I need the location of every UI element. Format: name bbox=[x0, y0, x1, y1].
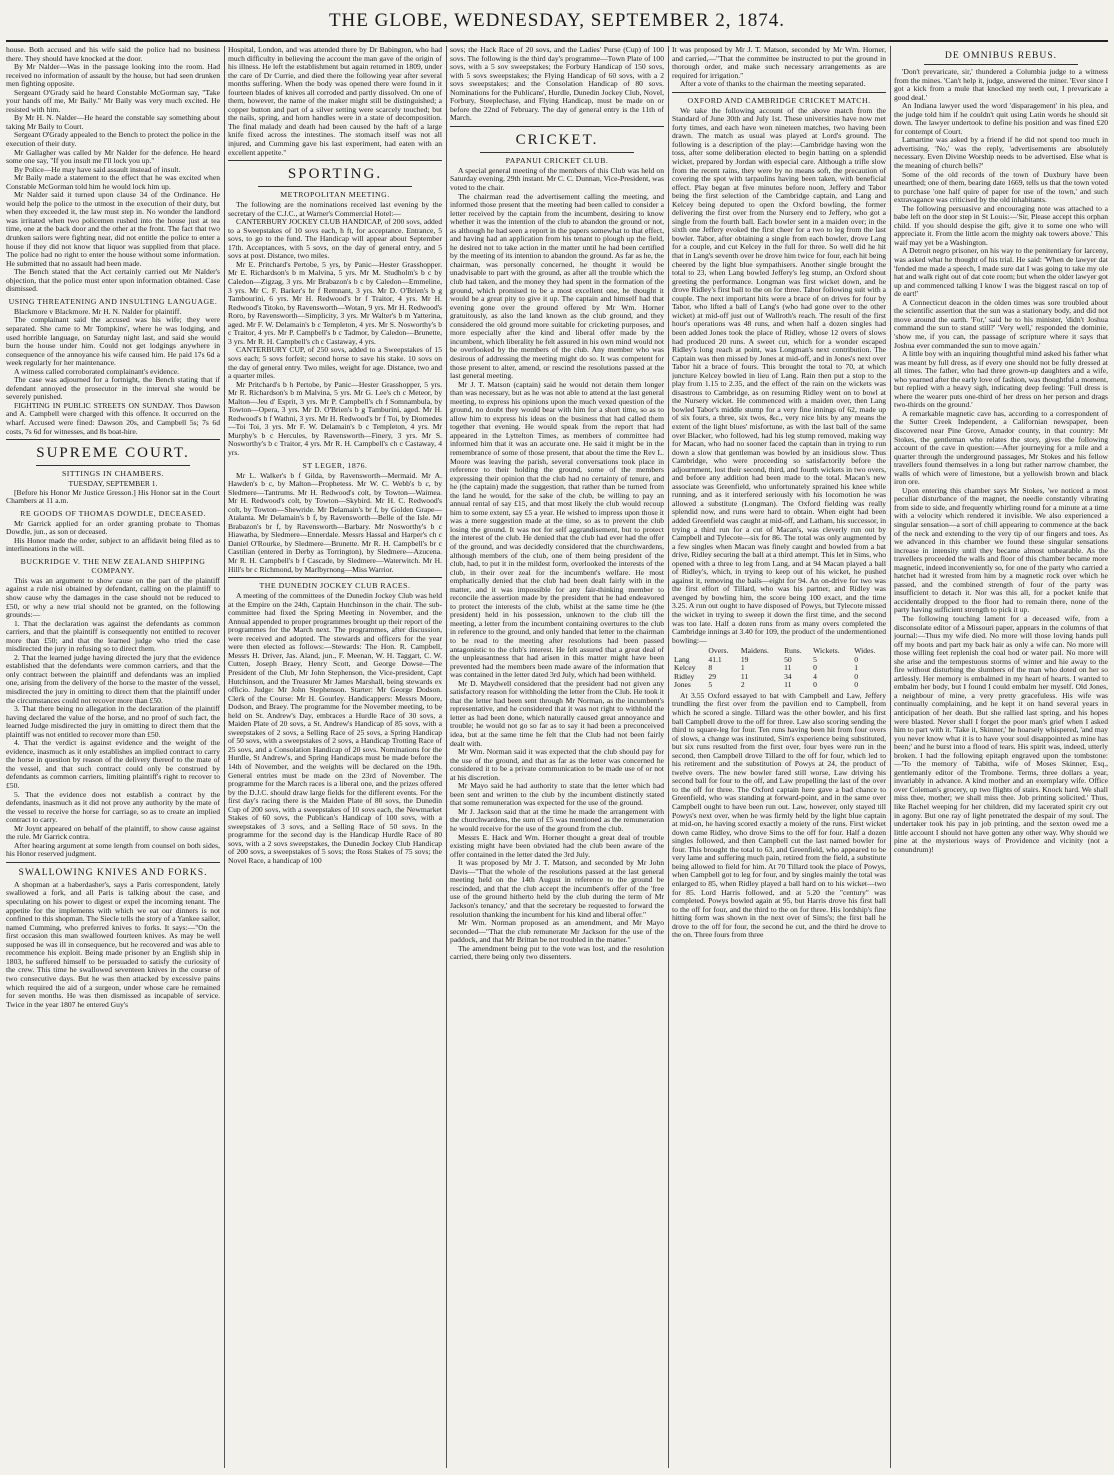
section-heading: USING THREATENING AND INSULTING LANGUAGE. bbox=[8, 296, 218, 306]
article-paragraph: CANTERBURY CUP, of 250 sovs, added to a Sweepstakes of 15 sovs each; 5 sovs forfeit; second horse to save his stake. 10 sovs on the day of general entry. Two miles, weight for age. Distance, two and a quarter miles. bbox=[228, 345, 442, 381]
article-paragraph: Lamartine was asked by a friend if he did not spend too much in advertising. 'No,' was the reply, 'advertisements are absolutely necessary. Even Divine Worship needs to be advertised. Else what is the meaning of church bells?' bbox=[894, 135, 1108, 171]
table-cell: 0 bbox=[813, 680, 817, 690]
divider bbox=[672, 92, 886, 93]
divider bbox=[228, 160, 442, 161]
masthead: THE GLOBE, WEDNESDAY, SEPTEMBER 2, 1874. bbox=[328, 10, 786, 31]
article-paragraph: 'Don't prevaricate, sir,' thundered a Columbia judge to a witness from the mines. 'Can't help it, judge, answered the miner. 'Ever since I got a kick from a mule that knocked my teeth out, I prevaricate a good deal.' bbox=[894, 67, 1108, 102]
table-cell: 8 bbox=[708, 663, 713, 673]
table-cell: Kelcey bbox=[674, 663, 696, 673]
column-2 bbox=[228, 46, 442, 1468]
column-divider bbox=[224, 46, 225, 1468]
article-paragraph: The chairman read the advertisement calling the meeting, and informed those present that the meeting had been called to consider a letter received by the captain from the incumbent, desiring to know whether it was the intention of the club to abandon the ground or not, as although he had seen a report in the papers somewhat to that effect, and having had an application from his tenant to plough up the field, he desired not to take action in the matter until he had been certified by the meeting of its intention to abandon the ground. As far as he, the chairman, was personally concerned, he thought it would be unadvisable to part with the ground, as after all the trouble which the club had taken, and the money they had spent in the formation of the ground, which promised to be a most excellent one, he thought it would be a great pity to give it up. The captain and himself had that evening gone over the ground offered by Mr Wm. Horner gratuitously, as also the land known as the club ground, and they considered the old ground more suitable for cricketing purposes, and more especially after the kind and liberal offer made by the incumbent, which liberality he felt assured in his own mind would not be overlooked by the members of the club. Any member who was desirous of addressing the meeting might do so. It was competent for those present to alter, amend, or rescind the resolutions passed at the last general meeting. bbox=[450, 191, 664, 381]
table-header: Wides. bbox=[854, 646, 876, 656]
article-paragraph: It was proposed by Mr J. T. Matson, and seconded by Mr John Davis—"That the whole of the resolutions passed at the last general meeting held on the 14th August in reference to the ground be rescinded, and that the club accept the incumbent's offer of the 'free use of the ground hitherto held by the club during the term of Mr Jackson's tenancy,' and that the secretary be requested to forward the resolution thanking the incumbent for his kind and liberal offer." bbox=[450, 858, 664, 919]
article-paragraph: Mr Gallagher was called by Mr Nalder for the defence. He heard some one say, "If you insult me I'll lock you up." bbox=[6, 147, 220, 166]
article-paragraph: 5. That the evidence does not establish a contract by the defendants, inasmuch as it did not prove any authority by the mate of the vessel to receive the horse for carriage, so as to create an implied contract to carry. bbox=[6, 789, 220, 825]
table-cell: 5 bbox=[813, 654, 817, 664]
article-paragraph: A witness called corroborated complainant's evidence. bbox=[14, 366, 179, 376]
table-cell: 0 bbox=[854, 654, 859, 664]
article-paragraph: FIGHTING IN PUBLIC STREETS ON SUNDAY. Thos Dawson and A. Campbell were charged with this offence. It occurred on the wharf. Accused were fined: Dawson 20s, and Campbell 5s; 7s 6d costs, 7s 6d for witnesses, and 8s boat-hire. bbox=[6, 400, 220, 436]
article-paragraph: Some of the old records of the town of Duxbury have been unearthed; one of them, bearing date 1669, tells us that the town voted to purchase 'one half quire of paper for use of the town,' and such extravagance was criticised by the old inhabitants. bbox=[894, 169, 1108, 205]
article-paragraph: 3. That there being no allegation in the declaration of the plaintiff having declared the value of the horse, and no proof of such fact, the learned Judge misdirected the jury in omitting to direct them that the plaintiff was not entitled to recover more than £50. bbox=[6, 704, 220, 739]
section-heading: METROPOLITAN MEETING. bbox=[280, 190, 390, 200]
entries-list: Mr Pritchard's b h Pertobe, by Panic—Hester Grasshopper, 5 yrs. Mr R. Richardson's b m Malvina, 5 yrs. Mr G. Lee's ch c Meteor, by Malton—Jeu d' Esprit, 3 yrs. Mr P. Campbell's ch f Somnambula, by Towton—Opera, 3 yrs. Mr D. O'Brien's b g Tamburini, aged. Mr H. Redwood's b f Wathni, 3 yrs. Mr H. Redwood's br f Toi, by Diomedes—Toi Toi, 3 yrs. Mr F. W. Delamain's b c Templeton, 4 yrs. Mr Murphy's b c Hercules, by Ravensworth—Finery, 3 yrs. Mr S. Nosworthy's b c Traitor, 4 yrs. Mr R. H. Campbell's ch c Castaway, 4 yrs. bbox=[228, 379, 442, 457]
article-paragraph: Sergeant O'Grady said he heard Constable McGorman say, "Take your hands off me, Mr Baily." Mr Baily was very much excited. He resisted with him. bbox=[6, 87, 220, 114]
column-3 bbox=[450, 46, 664, 1468]
divider bbox=[6, 862, 220, 863]
article-paragraph: Mr Baily made a statement to the effect that he was excited when Constable McGorman told him he would lock him up. bbox=[6, 173, 220, 191]
section-title-omnibus: DE OMNIBUS REBUS. bbox=[944, 50, 1058, 61]
article-paragraph: Mr J. Jackson said that at the time he made the arrangement with the churchwardens, the sum of £5 was mentioned as the remuneration he would receive for the use of the ground from the club. bbox=[450, 806, 664, 834]
article-paragraph: Blackmore v Blackmore. Mr H. N. Nalder for plaintiff. bbox=[14, 306, 182, 316]
article-paragraph: A remarkable magnetic cave has, according to a correspondent of the Sutter Creek Independent, a Californian newspaper, been discovered near Pine Grove, Amador county, in that country: Mr Stokes, the gentleman who relates the story, gives the following account of the cave in question:—After journeying for a mile and a quarter through the underground passages, Mr Stokes and his fellow travellers found themselves in a long but rather narrow chamber, the walls of which were of limestone, but a yellowish brown and black iron ore. bbox=[894, 408, 1108, 487]
article-paragraph: sovs; the Hack Race of 20 sovs, and the Ladies' Purse (Cup) of 100 sovs. The following is the third day's programme—Town Plate of 100 sovs, with a 5 sov sweepstakes; the Forbury Handicap of 150 sovs, with 5 sovs sweepstakes; the Flying Handicap of 60 sovs, with a 2 sovs sweepstakes; and the Consolation Handicap of 80 sovs. Nominations for the Publicans', Hurdle, Dunedin Jockey Club, Novel, Forbury, Steeplechase, and Flying Handicap, must be made on or before the 22nd of February. The day of general entry is the 11th of March. bbox=[450, 46, 664, 123]
table-cell: 11 bbox=[784, 663, 792, 673]
entries-list: Mr E. Pritchard's Pertobe, 5 yrs, by Panic—Hester Grasshopper. Mr E. Richardson's b m Malvina, 5 yrs. Mr M. Studholm's b c by Caledon—Zigzag, 3 yrs. Mr Brabazon's b c by Caledon—Emmeline, 3 yrs. Mr C. F. Barker's br f Remnant, 3 yrs. Mr D. O'Brien's b g Tambourini, 6 yrs. Mr H. Redwood's br f Traitor, 4 yrs. Mr H. Redwood's Titoko, by Ravensworth—Wotan, 9 yrs. Mr H. Redwood's Roro, by Ravensworth—Simplicity, 3 yrs. Mr Walter's b m Yatterina, aged. Mr F. W. Delamain's b c Templeton, 4 yrs. Mr S. Nosworthy's b c Traitor, 4 yrs. Mr P. Campbell's b c Tadmor, by Caledon—Brunette, 3 yrs. Mr R. H. Campbell's ch c Castaway, 4 yrs. bbox=[228, 259, 442, 346]
column-divider bbox=[446, 46, 447, 1468]
divider bbox=[258, 186, 412, 187]
article-paragraph: The case was adjourned for a fortnight, the Bench stating that if defendant annoyed the prosecutor in the interval she would be severely punished. bbox=[6, 375, 220, 402]
entries-list: Mr L. Walker's b f Gilda, by Ravensworth—Mermaid. Mr A. Hawden's b c, by Malton—Prophetess. Mr W. C. Webb's b c, by Sledmere—Tantrums. Mr H. Redwood's colt, by Towton—Waimea. Mr H. Redwood's colt, by Towton—Skybird. Mr H. C. Redwood's colt, by Towton—Shewride. Mr Delamain's br f, by Golden Grape—Atalanta. Mr Delamain's b f, by Ravensworth—Belle of the Isle. Mr Brabazon's br f, by Ravensworth—Barbary. Mr Nosworthy's b c Hiawatha, by Sledmere—Ennerdale. Messrs Hassal and Harper's ch c Daniel O'Rourke, by Sledmere—Brunette. Mr R. H. Campbell's br c Castilian (entered in Derby as Torrington), by Sledmere—Azucena. Mr R. H. Campbell's b f Cascade, by Sledmere—Waterwitch. Mr H. Hill's br c Richmond, by Marlbyrnong—Miss Warrior. bbox=[228, 470, 442, 574]
article-paragraph: house. Both accused and his wife said the police had no business there. They should have knocked at the door. bbox=[6, 46, 220, 63]
bowling-table-oxford bbox=[672, 647, 886, 690]
section-heading: OXFORD AND CAMBRIDGE CRICKET MATCH. bbox=[687, 95, 871, 105]
divider bbox=[450, 126, 664, 127]
table-cell: 2 bbox=[740, 680, 745, 690]
columns bbox=[6, 46, 1108, 1468]
article-paragraph: Mr D. Maydwell considered that the president had not given any satisfactory reason for withholding the letter from the Club. He took it that the letter had been sent through Mr Norman, as the incumbent's representative, and he considered that it was not right to withhold the letter as had been done, which naturally caused great annoyance and trouble; he would not go so far as to say it had been a preconceived idea, but at the same time he felt that the Club had not been fairly dealt with. bbox=[450, 678, 664, 748]
divider bbox=[228, 577, 442, 578]
table-cell: 19 bbox=[740, 654, 749, 664]
article-paragraph: 1. That the declaration was against the defendants as common carriers, and that the plaintiff is consequently not entitled to recover more than £50; and that the learned judge who tried the case misdirected the jury in refusing so to direct them. bbox=[6, 618, 220, 654]
table-cell: 41.1 bbox=[708, 654, 722, 664]
article-paragraph: His Honor made the order, subject to an affidavit being filed as to interlineations in the will. bbox=[6, 535, 220, 554]
article-paragraph: Mr Wm. Norman proposed as an amendment, and Mr Mayo seconded—"That the club remunerate Mr Jackson for the use of the paddock, and that Mr Brittan be not troubled in the matter." bbox=[450, 918, 664, 945]
article-paragraph: Mr Garrick applied for an order granting probate to Thomas Dowdle, jun., as son or deceased. bbox=[6, 518, 220, 537]
table-cell: 34 bbox=[784, 671, 792, 681]
table-cell: 0 bbox=[813, 663, 817, 673]
divider bbox=[6, 439, 220, 440]
article-paragraph: Mr J. T. Matson (captain) said he would not detain them longer than was necessary, but as he was not able to attend at the last general meeting, to express his opinions upon the much vexed question of the ground, no doubt they would bear with him for a short time, so as to allow him to express his ideas on the business that had called them together that evening. He would speak from the report that had appeared in the Lyttelton Times, as members of committee had informed him that it was an accurate one. He said it might be in the remembrance of some of those present, that about the time the Rev L. Moore was leaving the parish, several conversations took place in reference to their holding the ground, some of the members expressing their opinion that the club had no certainty of tenure, and he (the captain) made the suggestion, that rather than be turned from the land he would, for the sake of the club, be willing to pay an annual rental of say £15, and that most likely the club would recoup him to some extent, say £5 a year. He wished to impress upon those it was a mere suggestion made at the time, so as to prevent the club losing the ground. It was not for self aggrandisement, but to protect the interest of the club. He denied that the club had ever had the offer of the ground, and was decidedly considered that the churchwardens, although members of the club, one of them being president of the club, had, to put it in the mildest form, overlooked the interests of the club, in their over zeal for the incumbent's welfare. He most emphatically denied that the club had been dealt fairly with in the matter, and it was impossible for any fair-thinking member to reconcile the assertion made by the president that he had endeavored to protect the interests of the club, whilst at the same time he (the president) held in his possession, unknown to the club till the meeting, a letter from the incumbent containing overtures to the club in reference to the ground, and only handed that letter to the chairman to be read to the meeting after resolutions had been passed antagonistic to the club's interest. He felt assured that a great deal of the unpleasantness that had arisen in this matter might have been prevented had the members been made aware of the information that was contained in the letter dated 3rd July, which had been withheld. bbox=[450, 379, 664, 680]
column-divider bbox=[668, 46, 669, 1468]
column-5 bbox=[894, 46, 1108, 1468]
table-cell: 4 bbox=[813, 671, 817, 681]
article-paragraph: The following are the nominations received last evening by the secretary of the C.J.C., at Warner's Commercial Hotel:— bbox=[228, 200, 442, 218]
table-row bbox=[672, 681, 886, 690]
divider bbox=[480, 152, 634, 153]
section-heading: BUCKRIDGE V. THE NEW ZEALAND SHIPPING COMPANY. bbox=[20, 556, 206, 575]
article-paragraph: A little boy with an inquiring thoughtful mind asked his father what was meant by full dress, as if every one should not be fully dressed at all times. The father, who had three grown-up daughters and a wife, who yearned after the early love of fashion, was thoughtful a moment, but replied with a heavy sigh, indicating deep feeling: 'Full dress is where the wearer puts one-third of her dress on her person and drags two-thirds on the ground.' bbox=[894, 349, 1108, 410]
article-paragraph: The Bench stated that the Act certainly carried out Mr Nalder's objection, that the police must enter upon information obtained. Case dismissed. bbox=[6, 267, 220, 294]
article-paragraph: An Indiana lawyer used the word 'disparagement' in his plea, and the judge told him if he couldn't quit using Latin words he should sit down. The lawyer undertook to define his position and was fined £20 for contempt of Court. bbox=[894, 101, 1108, 136]
table-cell: Lang bbox=[674, 654, 690, 664]
article-paragraph: Messrs E. Hack and Wm. Horner thought a great deal of trouble existing might have been obviated had the club been aware of the offer contained in the letter dated the 3rd July. bbox=[450, 832, 664, 859]
article-paragraph: The amendment being put to the vote was lost, and the resolution carried, there being only two dissenters. bbox=[450, 943, 664, 962]
article-paragraph: The following persuasive and encouraging note was attached to a babe left on the door step in St Louis:—'Sir, Please accept this orphan child. If you should despise the gift, give it to some one who will appreciate it. From the little acorn the mighty oak towers above.' This waif may yet be a Washington. bbox=[894, 203, 1108, 247]
article-paragraph: A Detroit negro prisoner, on his way to the penitentiary for larceny, was asked what he thought of his trial. He said: 'When de lawyer dat 'fended me made a speech, I made sure dat I was going to take my ole hat and walk right out of dat cote room; but when the older lawyer got up and commenced talking I know I was the biggest rascal on top of de eart!' bbox=[894, 246, 1108, 299]
article-paragraph: [Before his Honor Mr Justice Gresson.] His Honor sat in the Court Chambers at 11 a.m. bbox=[6, 487, 220, 506]
article-paragraph: After a vote of thanks to the chairman the meeting separated. bbox=[680, 79, 866, 89]
section-heading: RE GOODS OF THOMAS DOWDLE, DECEASED. bbox=[20, 508, 206, 518]
section-title-supreme-court: SUPREME COURT. bbox=[36, 445, 190, 462]
table-cell: 50 bbox=[784, 654, 792, 664]
dateline: TUESDAY, SEPTEMBER 1. bbox=[68, 479, 158, 489]
masthead-rule bbox=[6, 40, 1108, 42]
section-heading: SITTINGS IN CHAMBERS. bbox=[61, 469, 165, 479]
article-paragraph: After hearing argument at some length from counsel on both sides, his Honor reserved judgment. bbox=[6, 840, 220, 859]
table-cell: 0 bbox=[854, 680, 859, 690]
article-paragraph: At 3.55 Oxford essayed to bat with Campbell and Law, Jeffery trundling the first over from the pavilion end to Campbell, from which he scored a single. Tillard was the other bowler, and his first ball Campbell drove to the off for three. Law also scoring sending the third to square-leg for four. Ten runs having been hit from four overs of slows, a change was instituted, Sim's experience being substituted, but six runs resulted from the first over, four byes were run in the second, then Campbell drove Tillard to the off for four, which led to his retirement and the substitution of Powys at 24, the product of twelve overs. The new bowler fared still worse, Law driving his second ball for four to the off, and Law propelling the last of the over to the off for three. The Oxford captain here gave a bad chance to Greenfield, who was standing at forward-point, and in the same over Campbell ought to have been run out. Law, however, only stayed till Powys's next over, when he was firmly held by the light blue captain at mid-on, he having scored exactly a moiety of the runs. First wicket down came Ridley, who drove Sims to the off for four. Half a dozen singles followed, and then Campbell cut the last named bowler for four. This brought the total to 63, and Greenfield, who appeared to be very lame and suffering much pain, retired from the field, a substitute being allowed to field for him. At 70 Tillard took the place of Powys, when Campbell got to leg for four, and by singles mainly the total was enlarged to 85, when Ridley played a ball hard on to his wicket—two for 85. Lord Harris followed, and at 5.20 the "century" was completed. Powys bowled again at 95, but Harris drove his first ball to the off for four, and the third to the on for three. His lordship's fine hitting form was shown in the next over of Sims's; the first ball he drove to the off for four, the second he cut, and the third he drove to the on. Three fours from three bbox=[672, 690, 886, 940]
section-title-cricket: CRICKET. bbox=[515, 131, 599, 148]
divider bbox=[36, 465, 190, 466]
article-paragraph: It was proposed by Mr J. T. Matson, seconded by Mr Wm. Horner, and carried,—"That the committee be instructed to put the ground in thorough order, and make such necessary arrangements as are required for irrigation." bbox=[672, 46, 886, 80]
article-paragraph: A shopman at a haberdasher's, says a Paris correspondent, lately swallowed a fork, and all Paris is talking about the case, and speculating on his power to digest or expel the incoming tenant. The appetite for the implements with which we eat our dinners is not confined to this shopman. The Siecle tells the story of a Yankee sailor, named Cumming, who preferred knives to forks. It says:—"On the first occasion this man swallowed fourteen knives. As may be well supposed he was ill in consequence, but he recovered and was able to recommence his exploit. Being made prisoner by an English ship in 1803, he suffered himself to be persuaded to satisfy the curiosity of the crew. This time he swallowed seventeen knives in the course of two consecutive days. But he was then attacked by excessive pains which required the aid of a surgeon, under whose care he remained for seven months. He was then dismissed as incapable of service. Twice in the year 1807 he entered Guy's bbox=[6, 879, 220, 1009]
article-paragraph: 2. That the learned judge having directed the jury that the evidence established that the defendants were common carriers, and that the only contract between the plaintiff and defendants was an implied one, arising from the delivery of the horse to the master of the vessel, misdirected the jury in omitting to direct them that the plaintiff under the circumstances could not recover more than £50. bbox=[6, 652, 220, 705]
article-paragraph: We take the following account of the above match from the Standard of June 30th and July 1st. These universities have now met forty times, and each have won nineteen matches, two having been drawn. The match as usual was played at Lord's ground. The following is a description of the play:—Cambridge having won the toss, after some deliberation elected to begin batting on a splendid wicket, prepared by Jordan with especial care. Although a trifle slow from the recent rains, they were by no means soft, the precaution of covering the spot with tarpaulins having been taken, with beneficial effect. Play began at five minutes before noon, Jeffery and Tabor being the first selection of the Cambridge captain, and Lang and Kelcey being deputed to open the Oxford bowling, the former delivering the first over from the Nursery end to Jeffery, who got a single from the fourth ball. Each bowler sent in a maiden over; in the sixth one Jeffery evoked the first cheer for a two to leg from the last bowler. Tabor, after obtaining a single from each bowler, drove Lang for a couple, and cut Kelcey in the full for three. So well did he hit that in Lang's seventh over he drove him twice for four, each hit being cheered by the light blue sympathisers. Another single brought the total to 23, when Lang bowled Jeffery's leg stump, an Oxford shout greeting the performance. Longman was first wicket down, and he drove Ridley's first ball to the on for three. Tabor following suit with a couple. The next important hits were a brace of on drives for four by Tabor, who lifted a ball of Lang's (who had gone over to the other wicket) at mid-off just out of Wallroth's reach. The result of the first hour's operations was 48 runs, and when half a dozen singles had been added Jones took the place of Ridley, whose 12 overs of slows had produced 20 runs. A sweet cut, which for a wonder escaped Ridley's long reach at point, was Longman's next contribution. The Captain was then missed by Jones at mid-off, and in Jones's next over Tabor hit a brace of fours. This brought the total to 70, at which juncture Kelcey bowled in lieu of Lang. Rain then put a stop to the play from 1.15 to 2.35, and the effect of the rain on the wickets was disastrous to Cambridge, as on resuming Ridley went on to bowl at the Nursery wicket. He commenced with a maiden over, then Lang bowled Tabor's middle stump for a very fine innings of 62, made up of six fours, a three, six twos, &c., very nice hits by any means the extent of the light blues' misfortune, as with the last ball of the same over Blacker, who followed, had his leg stump removed, making way for Macan, who had no sooner faced the captain than in trying to run down a slow that gentleman was bowled by an insidious slow. Thus Cambridge, who were proceeding so satisfactorily before the adjournment, lost their second, third, and fourth wickets in two overs, and before any addition had been made to the total. Macan's new associate was Greenfield, who unfortunately sprained his knee while running, and as it interfered seriously with his locomotion he was allowed a substitute (Longman). The Oxford fielding was really splendid now, and runs were hard to obtain. When eight had been added Greenfield was caught at mid-off, and Latham, his successor, in trying a third run for a cut of Macan's, was cleverly run out by Campbell and Tylecote—six for 86. The total was only augmented by a few singles when Macan was finely caught and bowled from a bat drive, Ridley securing the ball at a third attempt. This let in Sims, who opened with a three to leg from Lang, and at 94 Macan played a ball of Ridley's, which, in trying to keep out of his wicket, he pushed against it, removing the bails—eight for 94. An on-drive for two was the first effort of Tillard, who was his partner, and Ridley was avenged by bowling him, the score being 100 exact, and the time 3.25. A run out ought to have disposed of Powys, but Tylecote missed the wicket in trying to sweep it down the first time, and the second was too late. Half a dozen runs from as many overs completed the Cambridge innings at 3.40 for 109, the product of the undermentioned bowling:— bbox=[672, 105, 886, 645]
article-paragraph: Upon entering this chamber says Mr Stokes, 'we noticed a most peculiar disturbance of the magnet, the needle constantly vibrating from side to side, and frequently whirling round for a minute at a time with a velocity which rendered it invisible. We also experienced a singular sensation—a sort of chill appearing to commence at the back of the neck and extending to the very tip of our fingers and toes. As we advanced in this chamber we found these singular sensations increase in intensity until they became almost unbearable. As the travellers proceeded the walls and floor of this chamber became more magnetic, indeed inconveniently so, for one of the party who carried a hatchet had it wrested from him by a magnetic rock over which he passed, and the combined strength of four of the party was insufficient to detach it. Nor was this all, for a pocket knife that accidentally dropped to the floor had to remain there, none of the party having sufficient strength to pick it up. bbox=[894, 485, 1108, 615]
table-cell: Jones bbox=[674, 680, 691, 690]
table-cell: 11 bbox=[784, 680, 792, 690]
article-paragraph: Hospital, London, and was attended there by Dr Babington, who had much difficulty in believing the account the man gave of the origin of his illness. He left the establishment but again returned in 1809, under the care of Dr Currie, and died there the following year after several months suffering. When the body was opened there were found in it fourteen blades of knives all corroded and partly dissolved. On one of them, however, the name of the maker might still be distinguished; a copper button and part of a silver setting were scarcely touched; but the nails, spring, and horn handles were in a state of decomposition. The final malady and death had been caused by the haft of a large knife fixed across the intestines. The stomach itself was not all injured, and Cumming gave his last experiment, had eaten with an excellent appetite." bbox=[228, 46, 442, 157]
column-4 bbox=[672, 46, 886, 1468]
section-heading: THE DUNEDIN JOCKEY CLUB RACES. bbox=[259, 581, 411, 591]
article-paragraph: By Police—He may have said assault instead of insult. bbox=[14, 164, 181, 174]
article-paragraph: 4. That the verdict is against evidence and the weight of the evidence, inasmuch as it only establishes an implied contract to carry the horse in question by reason of the delivery thereof to the mate of the vessel, and that such contract could only be construed by defendants as common carriers, limiting plaintiff's right to recover to £50. bbox=[6, 738, 220, 791]
column-1 bbox=[6, 46, 220, 1468]
article-paragraph: A special general meeting of the members of this Club was held on Saturday evening, 29th instant. Mr C. C. Dunnan, Vice-President, was voted to the chair. bbox=[450, 165, 664, 193]
article-paragraph: A meeting of the committees of the Dunedin Jockey Club was held at the Empire on the 24th, Captain Hutchinson in the chair. The sub-committee had fixed the Spring Meeting in November, and the Annual appended to proper programmes brought up their report of the programmes for the March next. The programmes, after discussion, were received and adopted. The stewards and officers for the year were then elected as follows:—Stewards: The Hon. R. Campbell, Messrs H. Driver, Jas. Aland, jun., F. Meenan, W. H. Taggart, C. W. Cutten, Joseph Braey, Henry Scott, and George Dowse—The President of the Club, Mr John Stephenson, the Vice-president, Capt Hutchinson, and the Treasurer Mr James Marshall, being stewards ex officio. Judge: Mr John Stephenson. Starter: Mr George Dodson. Clerk of the Course: Mr H. Gourley. Handicappers: Messrs Moore, Dodson, and Braey. The programme for the November meeting, to be held on St. Andrew's Day, embraces a Hurdle Race of 30 sovs, a Maiden Plate of 20 sovs, a St. Andrew's Handicap of 85 sovs, with a sweepstakes of 2 sovs, a Selling Race of 25 sovs, a Spring Handicap of 50 sovs, with a sweepstakes of 2 sovs, a Handicap Trotting Race of 25 sovs, and a Consolation Handicap of 20 sovs. Nominations for the Hurdle, St Andrew's, and Spring Handicaps must be made before the 14th of November, and the weights will be declared on the 19th. General entries must be made on the 23rd of November. The programme for the March races is a liberal one, and the prizes offered by the D.J.C. should draw large fields for the different events. For the first day's racing there is the Maiden Plate of 80 sovs, the Dunedin Cup of 200 sovs, with a sweepstakes of 10 sovs each, the Newmarket Stakes of 60 sovs, the Publican's Handicap of 100 sovs, with a sweepstakes of 3 sovs, and a Selling Race of 50 sovs. In the programme for the second day is the Handicap Hurdle Race of 80 sovs, with a 2 sovs sweepstakes, the Dunedin Jockey Club Handicap of 200 sovs, a sweepstakes of 5 sovs; the Ross Stakes of 75 sovs; the Novel Race, a handicap of 100 bbox=[228, 591, 442, 866]
column-divider bbox=[890, 46, 891, 1468]
table-cell: 11 bbox=[740, 671, 749, 681]
table-cell: 5 bbox=[708, 680, 713, 690]
article-paragraph: Mr Nalder said it turned upon clause 34 of the Ordinance. He would help the police to the utmost in the execution of their duty, but when they exceeded it, the law must step in. No wonder the landlord was irritated when two policemen rushed into the house just at tea time, one at the back door and the other at the front. The fact that two drunken sailors were fighting near, did not entitle the police to enter a house if they did not know that liquor was supplied from that place. The police had no right to enter the house without some information. He submitted that no assault had been made. bbox=[6, 190, 220, 268]
article-paragraph: The following touching lament for a deceased wife, from a disconsolate editor of a Missouri paper, appears in the columns of that journal:—Thus my wife died. No more will those loving hands pull off my boots and part my back hair as only a wife can. No more will those willing feet replenish the coal hod or water pail. No more will she arise and the tempestuous storms of winter and hie away to the fire without disturbing the slumbers of the man who doted on her so artlessly. Her memory is embalmed in my heart of hearts. I wanted to embalm her body, but I found I could embalm her myself. Old Jones, a neighbour of mine, a very pretty gracefuless. His wife was continually complaining, and he kept it on hand several years in anticipation of her death. But she rallied last spring, and his hopes were blasted. Never shall I forget the poor man's grief when I asked him to part with it. 'Take it, Skinner,' he hoarsely whispered, 'and may you never know what it is to have your soul disappointed as mine has been;' and he burst into a flood of tears. His spirit was, indeed, utterly broken. I had the following epitaph engraved upon the tombstone:—'To the memory of Tabitha, wife of Moses Skinner, Esq., gentlemanly editor of the Trombone. Terms, three dollars a year, invariably in advance. A kind mother and an exemplary wife. Office over Coleman's grocery, up two flights of stairs. Knock hard. We shall miss thee, mother; we shall miss thee. Job printing solicited.' Thus, like Rachel weeping for her children, did my lacerated spirit cry out in agony. But one ray of light penetrated the despair of my soul. The undertaker took his pay in job printing, and the sexton owed me a little account I should not have gotten any other way. Why should we pine at the mysterious ways of Providence and vicinity (not a conundrum)! bbox=[894, 614, 1108, 854]
article-paragraph: CANTERBURY JOCKEY CLUB HANDICAP, of 200 sovs, added to a Sweepstakes of 10 sovs each, h ft, for acceptance. Entrance, 5 sovs, to go to the fund. The Handicap will appear about September 17th. Acceptances, with 5 sovs, on the day of general entry, and 5 sovs at post. Distance, two miles. bbox=[228, 217, 442, 261]
table-cell: 1 bbox=[854, 663, 859, 673]
section-heading: ST LEGER, 1876. bbox=[302, 460, 368, 470]
table-header: Wickets. bbox=[813, 646, 840, 656]
article-paragraph: Sergeant O'Grady appealed to the Bench to protect the police in the execution of their duty. bbox=[6, 130, 220, 149]
table-cell: 29 bbox=[708, 671, 717, 681]
article-paragraph: This was an argument to show cause on the part of the plaintiff against a rule nisi obtained by defendant, calling on the plaintiff to show cause why the damages in the case should not be reduced to £50, or why a new trial should not be granted, on the following grounds:— bbox=[6, 575, 220, 620]
article-paragraph: A Connecticut deacon in the olden times was sore troubled about the scientific assertion that the sun was a stationary body, and did not move around the earth. 'For,' said he to his minister, 'didn't Joshua command the sun to stand still?' 'Very well,' responded the dominie, 'show me, if you can, the passage of scripture where it says that Joshua ever commanded the sun to move again.' bbox=[894, 297, 1108, 350]
table-cell: 0 bbox=[854, 671, 859, 681]
article-paragraph: Mr Mayo said he had authority to state that the letter which had been sent and written to the club by the incumbent distinctly stated that some remuneration was expected for the use of the ground. bbox=[450, 781, 664, 808]
table-header: Runs. bbox=[784, 646, 802, 656]
article-paragraph: By Mr H. N. Nalder—He heard the constable say something about taking Mr Baily to Court. bbox=[6, 113, 220, 131]
article-paragraph: Mr Joynt appeared on behalf of the plaintiff, to show cause against the rule. Mr Garrick contra. bbox=[6, 823, 220, 842]
table-cell: 1 bbox=[740, 663, 745, 673]
section-title-knives: SWALLOWING KNIVES AND FORKS. bbox=[18, 866, 208, 878]
article-paragraph: Mr Wm. Norman said it was expected that the club should pay for the use of the ground, and that as far as the letter was concerned he considered it to be a private communication to be made use of or not at his discretion. bbox=[450, 747, 664, 782]
section-title-sporting: SPORTING. bbox=[287, 166, 383, 183]
divider bbox=[924, 64, 1078, 65]
table-header: Maidens. bbox=[740, 646, 769, 656]
article-paragraph: The complainant said the accused was his wife; they were separated. She came to Mr Tompkins', where he was lodging, and used horrible language, on Saturday night last, and said she would burn the house under him. Could not get lodgings anywhere in consequence of the annoyance his wife caused him. He paid 17s 6d a week regularly for her maintenance. bbox=[6, 315, 220, 368]
section-heading: PAPANUI CRICKET CLUB. bbox=[505, 155, 609, 165]
table-cell: Ridley bbox=[674, 671, 695, 681]
article-paragraph: By Mr Nalder—Was in the passage looking into the room. Had received no information of assault by the house, but had seen drunken men fighting opposite. bbox=[6, 62, 220, 89]
table-header: Overs. bbox=[708, 646, 729, 656]
